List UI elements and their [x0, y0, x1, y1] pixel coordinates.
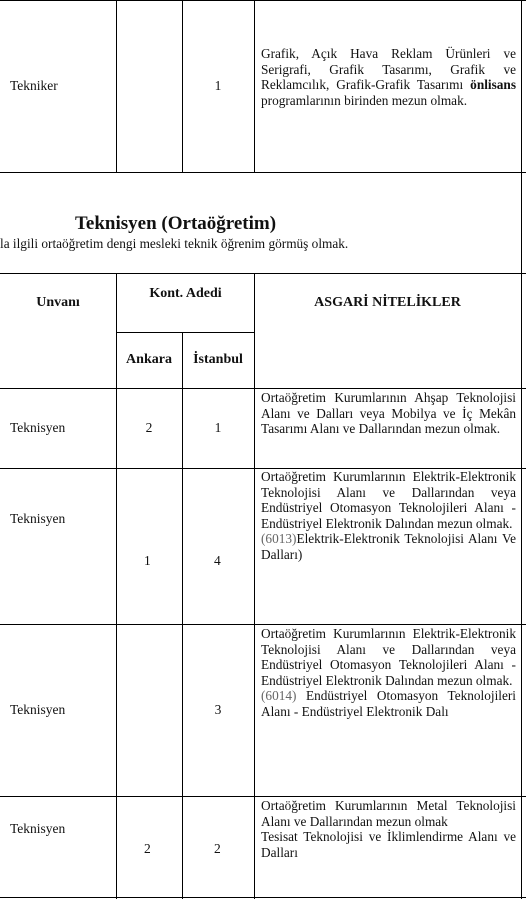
row-title: Teknisyen — [10, 420, 66, 435]
col-header-title: Unvanı — [36, 295, 80, 310]
row-ankara: 2 — [145, 420, 153, 435]
top-row-requirements: Grafik, Açık Hava Reklam Ürünleri ve Serigrafi, Grafik Tasarımı, Grafik ve Reklamcılık, Grafik-Grafik Tasarımı önlisans programlarının birinden mezun olmak. — [261, 46, 516, 108]
row-requirements: Ortaöğretim Kurumlarının Elektrik-Elektronik Teknolojisi Alanı ve Dallarından veya Endüstriyel Otomasyon Teknolojileri Alanı - Endüstriyel Elektronik Dalından mezun olmak. (6013)Elektrik-Elektronik Teknolojisi Alanı Ve Dalları) — [261, 469, 516, 562]
row-istanbul: 4 — [214, 553, 221, 568]
col-header-count: Kont. Adedi — [149, 286, 222, 301]
row-title: Teknisyen — [10, 511, 66, 526]
field-code: (6013) — [261, 531, 297, 546]
section-subheading: la ilgili ortaöğretim dengi mesleki teknik öğrenim görmüş olmak. — [0, 236, 349, 251]
col-header-requirements: ASGARİ NİTELİKLER — [314, 295, 461, 310]
row-title: Teknisyen — [10, 702, 66, 717]
sub-header-ankara: Ankara — [126, 352, 172, 367]
sub-header-istanbul: İstanbul — [193, 352, 243, 367]
top-row-count: 1 — [214, 78, 222, 93]
row-istanbul: 1 — [214, 420, 222, 435]
row-ankara — [116, 624, 182, 796]
row-istanbul: 2 — [214, 841, 221, 856]
row-requirements: Ortaöğretim Kurumlarının Metal Teknolojisi Alanı ve Dallarından mezun olmak Tesisat Teknolojisi ve İklimlendirme Alanı ve Dalları — [261, 798, 516, 860]
field-code: (6014) — [261, 688, 297, 703]
row-ankara: 2 — [144, 841, 151, 856]
row-istanbul: 3 — [214, 702, 222, 717]
row-requirements: Ortaöğretim Kurumlarının Ahşap Teknolojisi Alanı ve Dalları veya Mobilya ve İç Mekân Tasarımı Alanı ve Dallarından mezun olmak. — [261, 390, 516, 436]
row-ankara: 1 — [144, 553, 151, 568]
row-requirements: Ortaöğretim Kurumlarının Elektrik-Elektronik Teknolojisi Alanı ve Dallarından veya Endüstriyel Otomasyon Teknolojileri Alanı - Endüstriyel Elektronik Dalından mezun olmak. (6014) Endüstriyel Otomasyon Teknolojileri Alanı - Endüstriyel Elektronik Dalı — [261, 626, 516, 719]
row-title: Teknisyen — [10, 821, 66, 836]
section-heading: Teknisyen (Ortaöğretim) — [75, 213, 277, 234]
top-row-title: Tekniker — [10, 78, 58, 93]
